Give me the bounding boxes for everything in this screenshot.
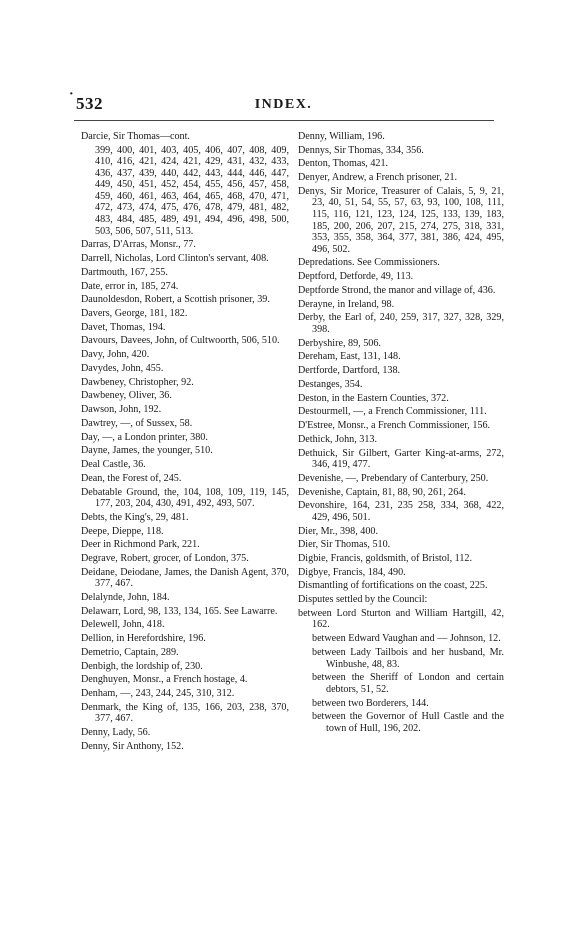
index-entry: Digbye, Francis, 184, 490. — [298, 566, 406, 578]
index-entry: Denyer, Andrew, a French prisoner, 21. — [298, 172, 458, 184]
index-subentry: between Lady Tailbois and her husband, Mr. Winbushe, 48, 83. — [312, 646, 504, 670]
index-entry: Derbyshire, 89, 506. — [298, 337, 381, 349]
index-entry: Davers, George, 181, 182. — [81, 307, 188, 319]
index-entry: Dartmouth, 167, 255. — [81, 266, 168, 278]
index-entry: Devonshire, 164, 231, 235 258, 334, 368, 422, 429, 496, 501. — [298, 500, 504, 523]
index-entry: Dean, the Forest of, 245. — [81, 472, 182, 484]
index-entry: Denny, Lady, 56. — [81, 727, 151, 739]
index-entry: Demetrio, Captain, 289. — [81, 646, 179, 658]
index-entry: Devenishe, Captain, 81, 88, 90, 261, 264. — [298, 486, 466, 498]
index-entry: Davydes, John, 455. — [81, 362, 164, 374]
index-entry: Denny, William, 196. — [298, 131, 385, 142]
index-entry: Deal Castle, 36. — [81, 459, 146, 471]
index-entry: Deepe, Dieppe, 118. — [81, 525, 164, 537]
index-entry: Denghuyen, Monsr., a French hostage, 4. — [81, 674, 248, 686]
index-entry: Digbie, Francis, goldsmith, of Bristol, 112. — [298, 553, 472, 564]
index-entry: Dellion, in Herefordshire, 196. — [81, 633, 206, 645]
index-entry: Depredations. See Commissioners. — [298, 257, 440, 269]
index-column-left — [81, 131, 289, 755]
index-entry: Dethuick, Sir Gilbert, Garter King-at-arms, 272, 346, 419, 477. — [298, 447, 504, 471]
running-title: INDEX. — [254, 97, 313, 112]
index-entry: Deidane, Deiodane, James, the Danish Agent, 370, 377, 467. — [81, 566, 289, 590]
index-entry: Destourmell, —, a French Commissioner, 111. — [298, 406, 487, 418]
index-entry: Derayne, in Ireland, 98. — [298, 298, 395, 310]
index-entry: Delalynde, John, 184. — [81, 592, 170, 604]
index-entry: Devenishe, —, Prebendary of Canterbury, 250. — [298, 472, 489, 484]
index-entry: Deptford, Detforde, 49, 113. — [298, 271, 414, 283]
index-entry: Denmark, the King of, 135, 166, 203, 238, 370, 377, 467. — [81, 701, 289, 725]
index-entry: Derby, the Earl of, 240, 259, 317, 327, 328, 329, 398. — [298, 312, 504, 335]
index-subentry: between two Borderers, 144. — [312, 697, 429, 709]
index-entry: Dereham, East, 131, 148. — [298, 351, 401, 363]
index-entry: Denny, Sir Anthony, 152. — [81, 740, 184, 752]
index-entry: Dier, Mr., 398, 400. — [298, 525, 379, 537]
index-entry: Destanges, 354. — [298, 378, 363, 390]
index-entry: Delawarr, Lord, 98, 133, 134, 165. See Lawarre. — [81, 605, 278, 617]
index-entry: Denbigh, the lordship of, 230. — [81, 660, 203, 672]
index-entry: Dethick, John, 313. — [298, 433, 378, 445]
index-entry: Day, —, a London printer, 380. — [81, 431, 208, 443]
index-entry: Davours, Davees, John, of Cultwoorth, 506, 510. — [81, 335, 280, 347]
page-number: · 532 — [76, 94, 103, 114]
index-entry: Disputes settled by the Council: — [298, 594, 428, 606]
index-entry: Debts, the King's, 29, 481. — [81, 511, 189, 523]
index-entry: Delewell, John, 418. — [81, 619, 165, 631]
index-entry-continuation: 399, 400, 401, 403, 405, 406, 407, 408, 409, 410, 416, 421, 424, 421, 429, 431, 432, 433, 436, 437, 439, 440, 442, 443, 444, 446, 447, 449, 450, 451, 452, 454, 455, 456, 457, 458, 459, 460, 461, 463, 464, 465, 468, 470, 471, 472, 473, 474, 475, 476, 478, 479, 481, 482, 483, 484, 485, 489, 491, 494, 496, 498, 500, 503, 506, 507, 511, 513. — [95, 144, 289, 237]
index-entry: Dawson, John, 192. — [81, 404, 162, 416]
index-entry: Degrave, Robert, grocer, of London, 375. — [81, 553, 249, 564]
index-entry: Dennys, Sir Thomas, 334, 356. — [298, 144, 424, 156]
index-entry: Dismantling of fortifications on the coast, 225. — [298, 580, 488, 592]
header-rule — [74, 120, 494, 121]
index-subentry: between Edward Vaughan and — Johnson, 12. — [312, 633, 501, 645]
index-entry: Davy, John, 420. — [81, 349, 150, 361]
index-entry: Darcie, Sir Thomas—cont. — [81, 131, 190, 142]
index-entry: Daunoldesdon, Robert, a Scottish prisoner, 39. — [81, 294, 270, 306]
index-entry: Date, error in, 185, 274. — [81, 280, 179, 292]
index-subentry: between the Sheriff of London and certain debtors, 51, 52. — [312, 672, 504, 695]
index-entry: D'Estree, Monsr., a French Commissioner, 156. — [298, 420, 491, 432]
index-entry: Deer in Richmond Park, 221. — [81, 539, 200, 551]
index-entry: Denton, Thomas, 421. — [298, 158, 389, 170]
index-entry: Dawbeney, Oliver, 36. — [81, 390, 172, 402]
index-column-right — [298, 131, 504, 737]
index-entry: Darras, D'Arras, Monsr., 77. — [81, 239, 196, 251]
index-entry: Denham, —, 243, 244, 245, 310, 312. — [81, 688, 235, 700]
index-entry: Darrell, Nicholas, Lord Clinton's servant, 408. — [81, 253, 269, 265]
index-entry: Dayne, James, the younger, 510. — [81, 445, 213, 457]
index-entry: Davet, Thomas, 194. — [81, 321, 166, 333]
index-entry: between Lord Sturton and William Hartgill, 42, 162. — [298, 607, 504, 631]
index-subentry: between the Governor of Hull Castle and the town of Hull, 196, 202. — [312, 711, 504, 734]
index-entry: Denys, Sir Morice, Treasurer of Calais, 5, 9, 21, 23, 40, 51, 54, 55, 57, 63, 93, 100, 108, 111, 115, 116, 121, 123, 124, 125, 133, 139, 183, 185, 200, 206, 207, 215, 274, 275, 318, 331, 353, 355, 358, 364, 377, 381, 386, 424, 495, 496, 502. — [298, 185, 504, 255]
index-entry: Dawtrey, —, of Sussex, 58. — [81, 417, 193, 429]
index-entry: Dertforde, Dartford, 138. — [298, 365, 401, 377]
index-entry: Deston, in the Eastern Counties, 372. — [298, 392, 449, 404]
index-entry: Dawbeney, Christopher, 92. — [81, 376, 194, 388]
index-entry: Debatable Ground, the, 104, 108, 109, 119, 145, 177, 203, 204, 430, 491, 492, 493, 507. — [81, 486, 289, 510]
index-entry: Dier, Sir Thomas, 510. — [298, 539, 391, 551]
index-entry: Deptforde Strond, the manor and village of, 436. — [298, 284, 496, 296]
